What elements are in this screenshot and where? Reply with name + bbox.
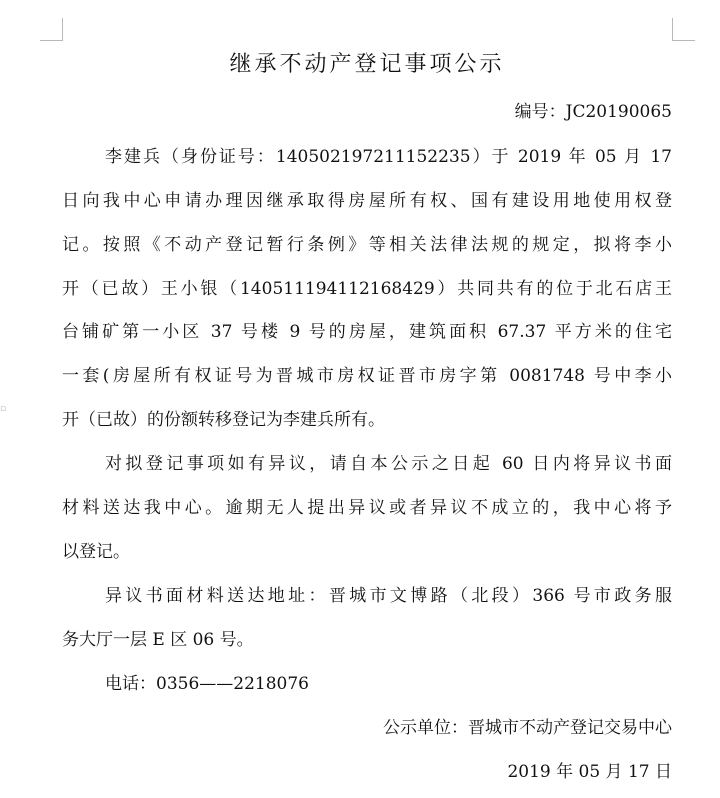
document-title: 继承不动产登记事项公示: [229, 52, 505, 77]
address-line-1: 异议书面材料送达地址：晋城市文博路（北段）366 号市政务服: [105, 586, 672, 606]
issue-date: 2019 年 05 月 17 日: [507, 762, 672, 782]
body-line-2: 日向我中心申请办理因继承取得房屋所有权、国有建设用地使用权登: [62, 191, 672, 211]
body-line-6: 一套(房屋所有权证号为晋城市房权证晋市房字第 0081748 号中李小: [62, 366, 672, 386]
address-line-2: 务大厅一层 E 区 06 号。: [62, 630, 254, 650]
phone-line: 电话：0356——2218076: [105, 674, 309, 694]
objection-line-1: 对拟登记事项如有异议，请自本公示之日起 60 日内将异议书面: [105, 454, 672, 474]
objection-line-2: 材料送达我中心。逾期无人提出异议或者异议不成立的，我中心将予: [62, 498, 672, 518]
objection-line-3: 以登记。: [62, 542, 130, 562]
document-number: 编号：JC20190065: [514, 102, 672, 122]
body-line-1: 李建兵（身份证号：140502197211152235）于 2019 年 05 月 17: [105, 147, 672, 167]
page-corner-mark-top-left: [40, 18, 63, 41]
page-corner-mark-top-right: [672, 18, 695, 41]
body-line-3: 记。按照《不动产登记暂行条例》等相关法律法规的规定，拟将李小: [62, 235, 672, 255]
margin-anchor-icon: ▫: [0, 404, 7, 414]
issuer-line: 公示单位：晋城市不动产登记交易中心: [383, 718, 672, 738]
body-line-4: 开（已故）王小银（140511194112168429）共同共有的位于北石店王: [62, 279, 672, 299]
body-line-7: 开（已故）的份额转移登记为李建兵所有。: [62, 410, 385, 430]
body-line-5: 台铺矿第一小区 37 号楼 9 号的房屋，建筑面积 67.37 平方米的住宅: [62, 322, 672, 342]
